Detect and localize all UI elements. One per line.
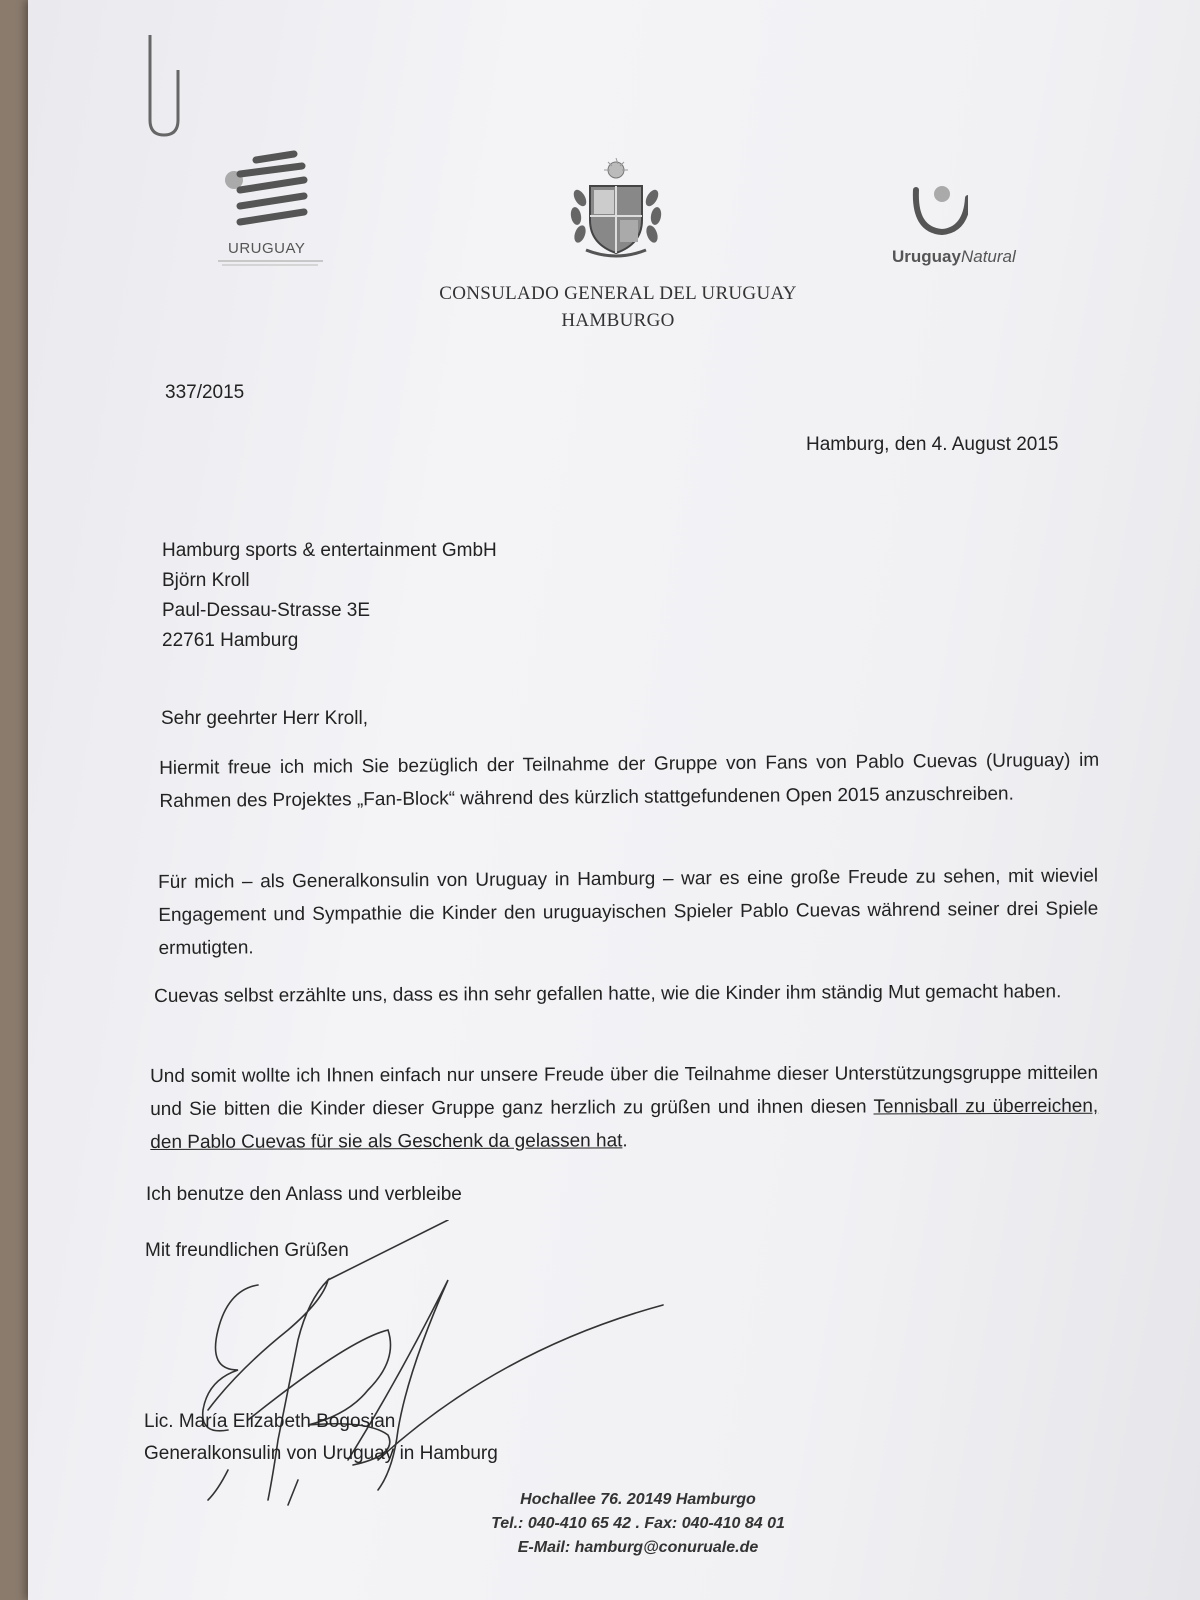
recipient-address bbox=[162, 536, 497, 656]
footer-email: E-Mail: hamburg@conuruale.de bbox=[517, 1539, 759, 1556]
body-paragraph-2: Für mich – als Generalkonsulin von Uruguay in Hamburg – war es eine große Freude zu sehen, mit wieviel Engagement und Sympathie die Kinder den uruguayischen Spieler Pablo Cuevas während seiner drei Spiele ermutigten. bbox=[158, 865, 1099, 959]
recipient-street: Paul-Dessau-Strasse 3E bbox=[162, 600, 371, 621]
recipient-person: Björn Kroll bbox=[162, 570, 250, 591]
logo-left-label: URUGUAY bbox=[228, 240, 306, 257]
closing-greeting: Mit freundlichen Grüßen bbox=[145, 1240, 349, 1261]
body-paragraph-3: Cuevas selbst erzählte uns, dass es ihn sehr gefallen hatte, wie die Kinder ihm ständig Mut gemacht haben. bbox=[154, 981, 1062, 1007]
uruguay-stripes-logo bbox=[218, 150, 328, 257]
consulate-heading bbox=[408, 280, 828, 334]
underlined-text: Tennisball zu überreichen, den Pablo Cuevas für sie als Geschenk da gelassen hat bbox=[150, 1095, 1099, 1153]
logo-right-label: UruguayNatural bbox=[892, 247, 1016, 266]
consulate-city: HAMBURGO bbox=[561, 310, 675, 331]
coat-of-arms-emblem bbox=[566, 158, 666, 263]
footer-address: Hochallee 76. 20149 Hamburgo bbox=[520, 1491, 756, 1508]
signer-name: Lic. María Elizabeth Bogosian bbox=[144, 1411, 396, 1432]
signer-title: Generalkonsulin von Uruguay in Hamburg bbox=[144, 1443, 498, 1464]
letterhead-footer bbox=[428, 1488, 848, 1560]
closing-line: Ich benutze den Anlass und verbleibe bbox=[146, 1184, 462, 1205]
body-paragraph-4: Und somit wollte ich Ihnen einfach nur unsere Freude über die Teilnahme dieser Unterstützungsgruppe mitteilen und Sie bitten die Kinder dieser Gruppe ganz herzlich zu grüßen und ihnen diesen Tennisball zu überreichen, den Pablo Cuevas für sie als Geschenk da gelassen hat. bbox=[150, 1062, 1099, 1153]
paperclip-icon bbox=[138, 30, 198, 140]
uruguay-natural-logo bbox=[888, 180, 1016, 266]
recipient-company: Hamburg sports & entertainment GmbH bbox=[162, 540, 497, 561]
recipient-city: 22761 Hamburg bbox=[162, 630, 299, 651]
salutation: Sehr geehrter Herr Kroll, bbox=[161, 708, 368, 729]
footer-phone-fax: Tel.: 040-410 65 42 . Fax: 040-410 84 01 bbox=[491, 1515, 785, 1532]
reference-number: 337/2015 bbox=[165, 382, 245, 403]
letter-page bbox=[28, 0, 1200, 1600]
body-paragraph-1: Hiermit freue ich mich Sie bezüglich der Teilnahme der Gruppe von Fans von Pablo Cuevas (Uruguay) im Rahmen des Projektes „Fan-Block“ während des kürzlich stattgefundenen Open 2015 anzuschreiben. bbox=[159, 749, 1100, 812]
handwritten-signature bbox=[148, 1220, 688, 1520]
signer-block bbox=[144, 1406, 498, 1470]
letter-date: Hamburg, den 4. August 2015 bbox=[806, 434, 1059, 455]
consulate-name: CONSULADO GENERAL DEL URUGUAY bbox=[439, 283, 797, 304]
